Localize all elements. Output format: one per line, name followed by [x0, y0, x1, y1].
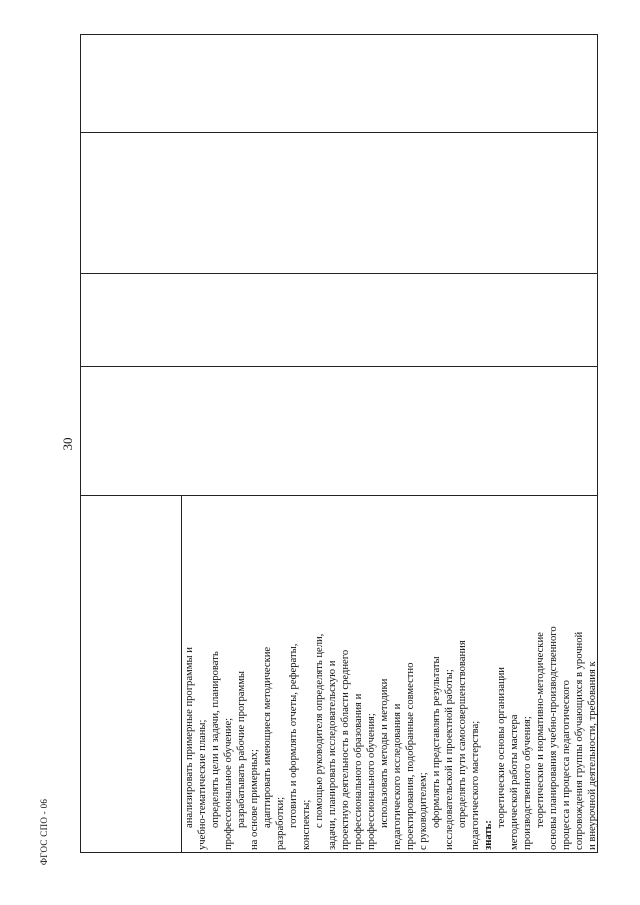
text-line: готовить и оформлять отчеты, рефераты,: [288, 643, 299, 828]
text-line: методической работы мастера: [509, 714, 520, 850]
text-line: производственного обучения;: [522, 716, 533, 850]
text-line: проектирования, подобранные совместно: [405, 662, 416, 850]
text-line: определять пути самосовершенствования: [457, 640, 468, 828]
text-line: разработки;: [275, 796, 286, 850]
text-line: педагогического мастерства;: [470, 720, 481, 850]
text-line: задачи, планировать исследовательскую и: [327, 660, 338, 850]
text-line: исследовательской и проектной работы;: [444, 669, 455, 850]
table-row-divider: [81, 495, 597, 496]
text-line: конспекты;: [301, 799, 312, 850]
table-row-divider: [81, 273, 597, 274]
footer-code: ФГОС СПО - 06: [39, 798, 49, 866]
text-line: использовать методы и методики: [379, 678, 390, 828]
text-line: адаптировать имеющиеся методические: [262, 646, 273, 828]
text-line: знать:: [483, 820, 494, 850]
text-line: профессионального образования и: [353, 693, 364, 850]
text-line: теоретические и нормативно-методические: [535, 632, 546, 828]
text-line: оформлять и представлять результаты: [431, 656, 442, 828]
document-table: [80, 34, 598, 853]
text-line: с помощью руководителя определять цели,: [314, 633, 325, 828]
text-line: основы планирования учебно-производственного: [548, 626, 559, 850]
text-line: разрабатывать рабочие программы: [236, 670, 247, 828]
text-line: проектную деятельность в области среднего: [340, 649, 351, 850]
competency-text-cell: [181, 495, 598, 854]
table-row-divider: [81, 366, 597, 367]
table-row-divider: [81, 132, 597, 133]
text-line: теоретические основы организации: [496, 667, 507, 828]
text-line: анализировать примерные программы и: [184, 647, 195, 828]
text-line: профессиональное обучение;: [223, 717, 234, 850]
text-line: определять цели и задачи, планировать: [210, 651, 221, 828]
text-line: учебно-тематические планы;: [197, 719, 208, 850]
text-line: с руководителем;: [418, 772, 429, 850]
text-line: и внеурочной деятельности, требования к: [587, 661, 598, 850]
text-line: профессионального обучения;: [366, 713, 377, 850]
text-line: сопровождения группы обучающихся в урочной: [574, 631, 585, 850]
text-line: педагогического исследования и: [392, 703, 403, 850]
page-number: 30: [60, 437, 75, 451]
text-line: на основе примерных;: [249, 749, 260, 850]
text-line: процесса и процесса педагогического: [561, 680, 572, 850]
